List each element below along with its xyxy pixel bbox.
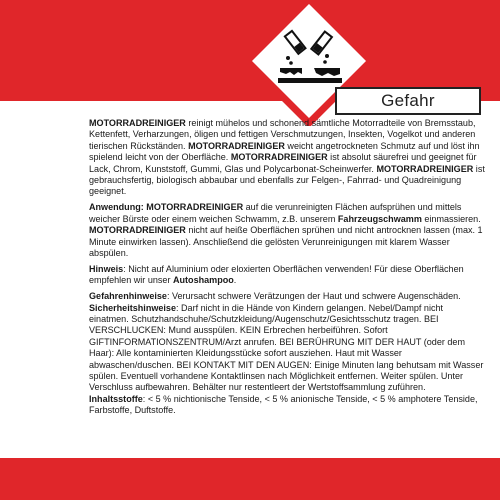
product-name: MOTORRADREINIGER	[89, 225, 186, 236]
section-heading: Gefahrenhinweise	[89, 291, 167, 302]
text-run: ist absolut säurefrei und geeignet für Lack, Chrom, Kunststoff, Gummi, Glas und Polycarbonat-Scheinwerfer.	[89, 152, 477, 174]
product-name: MOTORRADREINIGER	[230, 152, 328, 163]
text-run: auf die verunreinigten Flächen aufsprühen und mittels weicher Bürste oder einem weichen Schwamm, z.B. unserem	[89, 202, 462, 224]
section-heading: Sicherheitshinweise	[89, 302, 176, 313]
text-run: : Verursacht schwere Verätzungen der Haut und schwere Augenschäden.	[166, 291, 461, 302]
section-heading: Anwendung:	[89, 202, 144, 213]
bottom-red-band	[0, 458, 500, 500]
label-text	[89, 118, 485, 417]
product-reference: Autoshampoo	[172, 275, 234, 286]
product-name: MOTORRADREINIGER	[376, 163, 474, 174]
section-heading: Inhaltsstoffe	[89, 393, 143, 404]
note	[89, 264, 485, 287]
product-name: MOTORRADREINIGER	[188, 140, 285, 151]
hazard-statements	[89, 291, 485, 302]
ingredients	[89, 394, 485, 417]
text-run: .	[233, 275, 237, 286]
text-run: weicht angetrockneten Schmutz auf und löst ihn spielend leicht von der Oberfläche.	[89, 140, 480, 163]
text-run: nicht auf heiße Oberflächen sprühen und nicht antrocknen lassen (max. 1 Minute einwirken lassen). Anschließend die gelösten Verunreinigungen mit klarem Wasser abspülen.	[89, 225, 483, 258]
text-run: ist gebrauchsfertig, biologisch abbaubar und ebenfalls zur Felgen-, Fahrrad- und Quadreinigung geeignet.	[89, 163, 485, 197]
product-name: MOTORRADREINIGER	[89, 118, 186, 128]
section-heading: Hinweis	[89, 263, 124, 274]
usage-instructions	[89, 202, 485, 259]
product-name: MOTORRADREINIGER	[146, 202, 244, 213]
text-run: : < 5 % nichtionische Tenside, < 5 % anionische Tenside, < 5 % amphotere Tenside, Farbstoffe, Duftstoffe.	[89, 393, 478, 416]
safety-statements	[89, 303, 485, 394]
product-description	[89, 118, 485, 198]
text-run: reinigt mühelos und schonend sämtliche Motorradteile von Bremsstaub, Kettenfett, Verharzungen, öligen und fettigen Verschmutzungen, Insekten, Vogelkot und anderen tierischen Rückständen.	[89, 118, 476, 151]
text-run: : Nicht auf Aluminium oder eloxierten Oberflächen verwenden! Für diese Oberflächen empfehlen wir unser	[89, 263, 464, 286]
signal-word: Gefahr	[381, 91, 435, 110]
text-run: : Darf nicht in die Hände von Kindern gelangen. Nebel/Dampf nicht einatmen. Schutzhandschuhe/Schutzkleidung/Augenschutz/Gesichtsschutz tragen. BEI VERSCHLUCKEN: Mund ausspülen. KEIN Erbrechen herbeiführen. Sofort GIFTINFORMATIONSZENTRUM/Arzt anrufen. BEI BERÜHRUNG MIT DER HAUT (oder dem Haar): Alle kontaminierten Kleidungsstücke sofort ausziehen. Haut mit Wasser abwaschen/duschen. BEI KONTAKT MIT DEN AUGEN: Einige Minuten lang behutsam mit Wasser spülen. Eventuell vorhandene Kontaktlinsen nach Möglichkeit entfernen. Weiter spülen. Unter Verschluss aufbewahren. Behälter nur restentleert der Wertstoffsammlung zuführen.	[89, 302, 484, 393]
signal-word-box	[335, 87, 481, 115]
text-run: einmassieren.	[421, 213, 481, 224]
product-reference: Fahrzeugschwamm	[337, 213, 422, 224]
